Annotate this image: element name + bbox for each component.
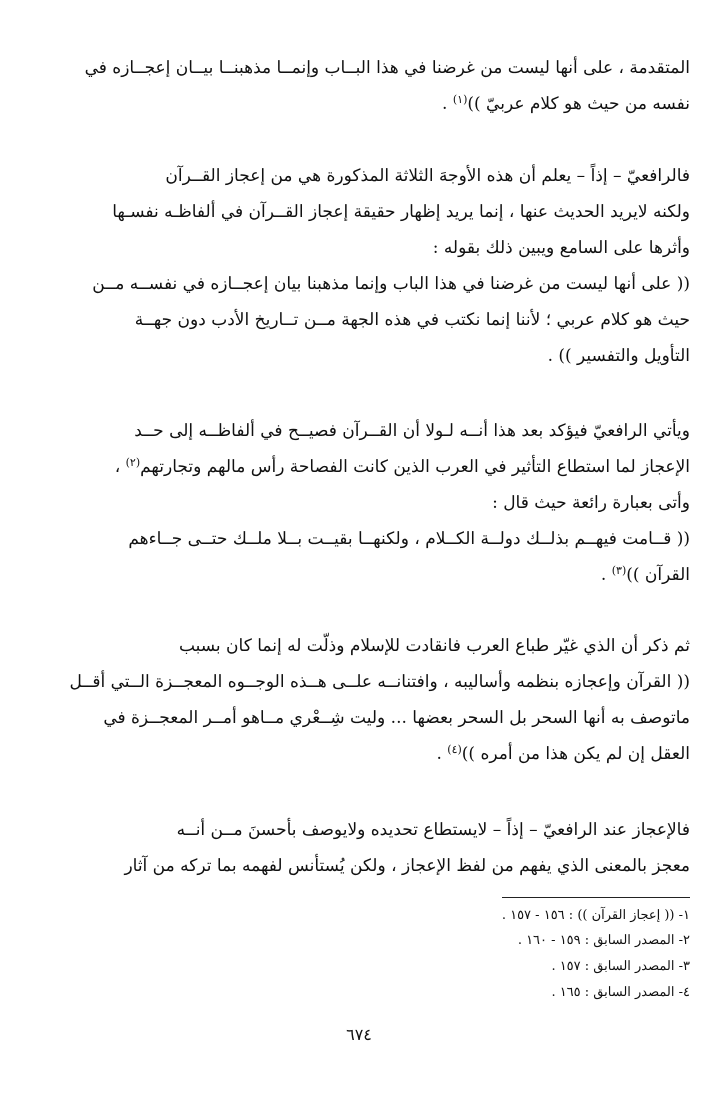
- paragraph-5: [26, 812, 690, 884]
- footnote: ٤- المصدر السابق : ١٦٥ .: [551, 985, 690, 1000]
- text-line: فالإعجاز عند الرافعيّ – إذاً – لايستطاع تحديده ولايوصف بأحسنَ مــن أنــه: [176, 820, 690, 840]
- text-line: وأتى بعبارة رائعة حيث قال :: [492, 493, 690, 513]
- paragraph-4: [26, 628, 690, 772]
- footnote-ref: (١): [452, 93, 468, 106]
- punctuation: .: [442, 94, 453, 114]
- text-fragment: الإعجاز لما استطاع التأثير في العرب الذين كانت الفصاحة رأس مالهم وتجارتهم: [140, 457, 690, 477]
- footnote: ١- (( إعجاز القرآن )) : ١٥٦ - ١٥٧ .: [501, 908, 690, 923]
- quote-line: [26, 736, 690, 772]
- footnote-ref: (٣): [611, 564, 627, 577]
- paragraph-3: [26, 413, 690, 593]
- punctuation: .: [436, 744, 448, 764]
- footnote: ٣- المصدر السابق : ١٥٧ .: [551, 959, 690, 974]
- quote-line: (( قــامت فيهــم بذلــك دولــة الكــلام ، ولكنهــا بقيــت بــلا ملــك حتــى جــاءهم: [128, 529, 690, 549]
- punctuation: ،: [114, 457, 126, 477]
- text-fragment: العقل إن لم يكن هذا من أمره )): [461, 744, 690, 764]
- page-number: ٦٧٤: [346, 1025, 372, 1044]
- text-line: المتقدمة ، على أنها ليست من غرضنا في هذا البــاب وإنمــا مذهبنــا بيــان إعجــازه في: [84, 58, 690, 78]
- footnote: ٢- المصدر السابق : ١٥٩ - ١٦٠ .: [517, 933, 690, 948]
- text-line: [26, 86, 690, 122]
- footnote-divider: [502, 897, 690, 898]
- footnote-ref: (٤): [447, 743, 462, 756]
- quote-line: حيث هو كلام عربي ؛ لأننا إنما نكتب في هذه الجهة مــن تــاريخ الأدب دون جهــة: [134, 310, 690, 330]
- text-line: ثم ذكر أن الذي غيّر طباع العرب فانقادت للإسلام وذلّت له إنما كان بسبب: [178, 636, 690, 656]
- text-line: ويأتي الرافعيّ فيؤكد بعد هذا أنــه لـولا أن القــرآن فصيــح في ألفاظــه إلى حــد: [134, 421, 690, 441]
- text-fragment: القرآن )): [626, 565, 690, 585]
- paragraph-2: [26, 158, 690, 374]
- text-line: معجز بالمعنى الذي يفهم من لفظ الإعجاز ، ولكن يُستأنس لفهمه بما تركه من آثار: [124, 856, 690, 876]
- quote-line: (( على أنها ليست من غرضنا في هذا الباب وإنما مذهبنا بيان إعجــازه في نفســه مــن: [92, 274, 690, 294]
- text-line: ولكنه لايريد الحديث عنها ، إنما يريد إظهار حقيقة إعجاز القــرآن في ألفاظـه نفسـها: [112, 202, 690, 222]
- text-line: [26, 449, 690, 485]
- quote-line: (( القرآن وإعجازه بنظمه وأساليبه ، وافتنانــه علــى هــذه الوجــوه المعجــزة الــتي أقــل: [69, 672, 690, 692]
- text-fragment: نفسه من حيث هو كلام عربيّ )): [467, 94, 690, 114]
- punctuation: .: [600, 565, 612, 585]
- quote-line: ماتوصف به أنها السحر بل السحر بعضها ... وليت شِــعْري مــاهو أمــر المعجــزة في: [103, 708, 690, 728]
- text-line: وأثرها على السامع ويبين ذلك بقوله :: [432, 238, 690, 258]
- quote-line: التأويل والتفسير )) .: [547, 346, 690, 366]
- text-line: فالرافعيّ – إذاً – يعلم أن هذه الأوجهَ الثلاثة المذكورة هي من إعجاز القــرآن: [165, 166, 690, 186]
- quote-line: [26, 557, 690, 593]
- paragraph-1: [26, 50, 690, 122]
- footnote-ref: (٢): [125, 456, 141, 469]
